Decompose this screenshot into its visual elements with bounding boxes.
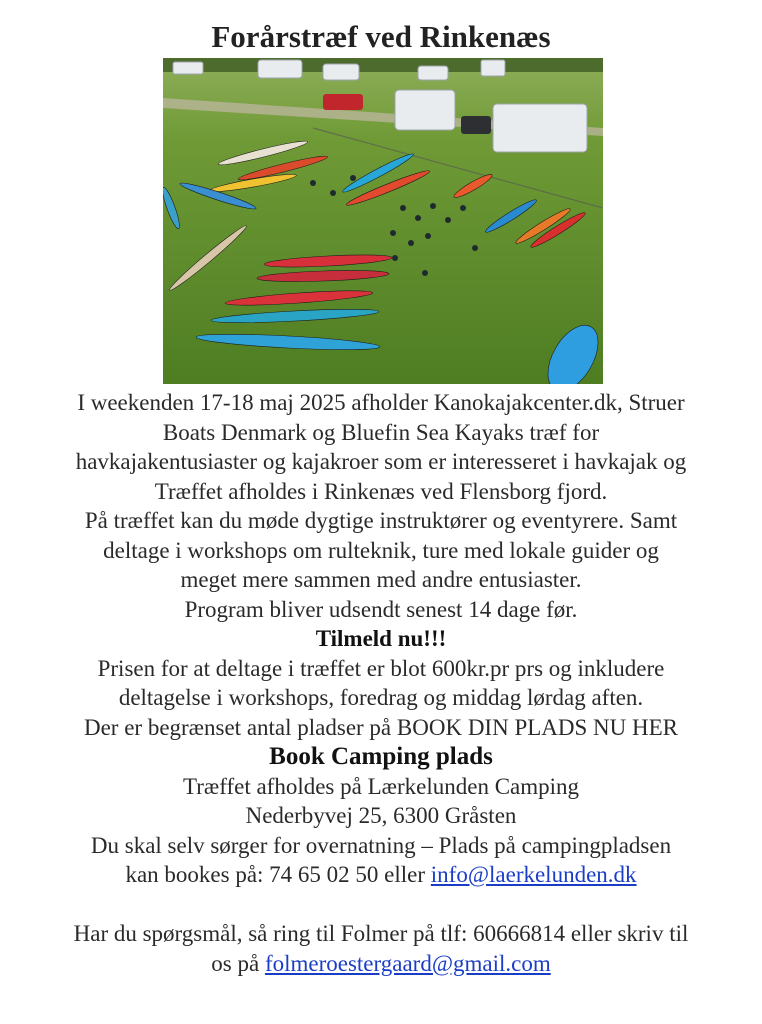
- camping-booking-text: kan bookes på: 74 65 02 50 eller: [125, 862, 431, 887]
- intro-line: I weekenden 17-18 maj 2025 afholder Kanokajakcenter.dk, Struer: [77, 390, 685, 415]
- contact-email-prefix: os på: [211, 950, 265, 976]
- intro-line: Program bliver udsendt senest 14 dage før.: [184, 596, 578, 622]
- intro-line: meget mere sammen med andre entusiaster.: [180, 567, 582, 592]
- camping-heading: Book Camping plads: [269, 743, 493, 770]
- intro-line: Træffet afholdes i Rinkenæs ved Flensborg fjord.: [154, 478, 608, 504]
- signup-line: Der er begrænset antal pladser på BOOK DIN PLADS NU HER: [83, 714, 679, 740]
- contact-line: Har du spørgsmål, så ring til Folmer på tlf: 60666814 eller skriv til: [73, 921, 689, 946]
- kayaks-camping-photo: [163, 58, 603, 384]
- page-title: Forårstræf ved Rinkenæs: [211, 19, 551, 54]
- contact-email-line: [0, 949, 762, 979]
- camping-email-link[interactable]: info@laerkelunden.dk: [430, 862, 637, 887]
- signup-line: deltagelse i workshops, foredrag og middag lørdag aften.: [118, 685, 644, 710]
- camping-booking-line: [0, 860, 762, 890]
- intro-line: deltage i workshops om rulteknik, ture med lokale guider og: [103, 537, 659, 563]
- spacer: [0, 890, 762, 920]
- camping-line: Nederbyvej 25, 6300 Gråsten: [245, 803, 517, 828]
- contact-email-link[interactable]: folmeroestergaard@gmail.com: [264, 950, 551, 976]
- signup-heading: Tilmeld nu!!!: [315, 626, 447, 651]
- camping-line: Træffet afholdes på Lærkelunden Camping: [182, 773, 580, 799]
- intro-line: På træffet kan du møde dygtige instruktører og eventyrere. Samt: [84, 508, 678, 533]
- intro-line: Boats Denmark og Bluefin Sea Kayaks træf for: [162, 419, 600, 445]
- signup-line: Prisen for at deltage i træffet er blot 600kr.pr prs og inkludere: [97, 655, 665, 681]
- photo-illustration: [163, 58, 603, 384]
- flyer-body: [0, 388, 762, 978]
- camping-line: Du skal selv sørger for overnatning – Plads på campingpladsen: [90, 832, 672, 858]
- intro-line: havkajakentusiaster og kajakroer som er interesseret i havkajak og: [75, 449, 687, 474]
